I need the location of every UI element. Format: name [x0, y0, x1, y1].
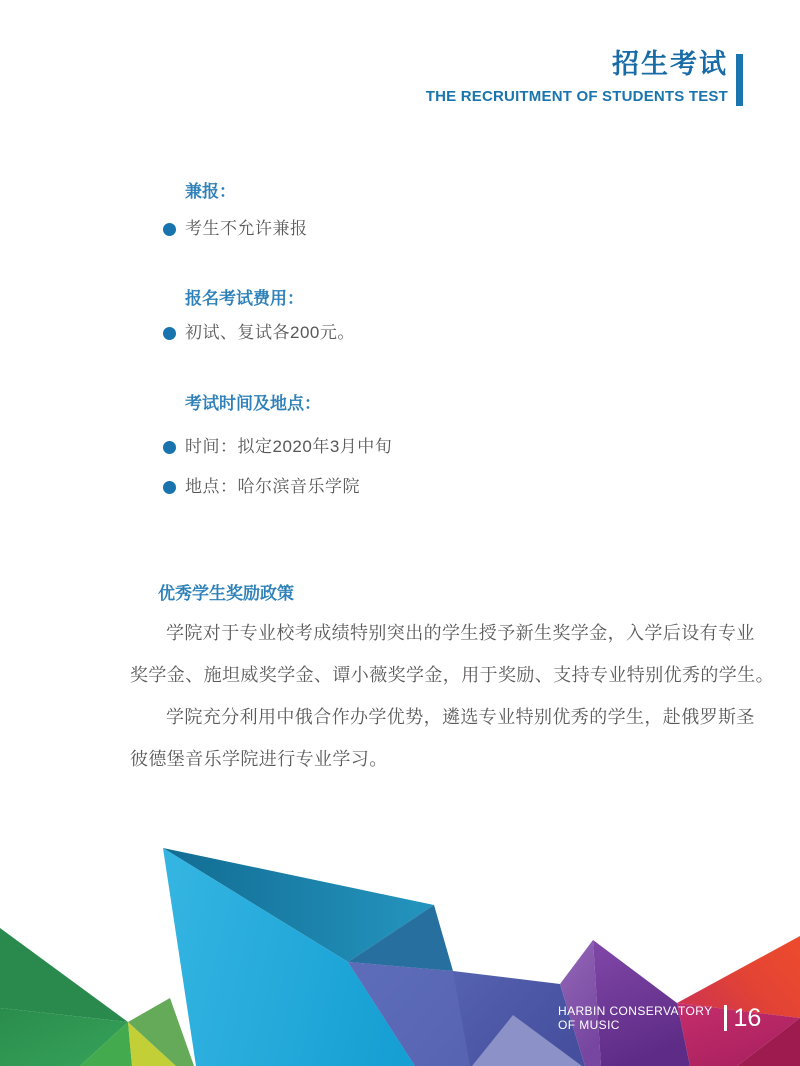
footer-polygon-artwork — [0, 840, 800, 1066]
bullet-dot-icon — [163, 481, 176, 494]
organization-name-line1: HARBIN CONSERVATORY — [558, 1004, 713, 1018]
header-accent-bar — [736, 54, 743, 106]
bullet-dot-icon — [163, 327, 176, 340]
paragraph-line: 奖学金、施坦威奖学金、谭小薇奖学金，用于奖励、支持专业特别优秀的学生。 — [130, 665, 774, 685]
bullet-item — [163, 475, 360, 499]
section-heading-concurrent-application: 兼报： — [185, 182, 236, 201]
page-title: 招生考试 — [612, 49, 728, 79]
section-heading-exam-fee: 报名考试费用： — [185, 289, 304, 308]
bullet-dot-icon — [163, 441, 176, 454]
section-heading-scholarship-policy: 优秀学生奖励政策 — [158, 584, 294, 603]
bullet-item — [163, 321, 355, 345]
bullet-item — [163, 435, 392, 459]
paragraph-line: 彼德堡音乐学院进行专业学习。 — [130, 749, 388, 769]
page-number: 16 — [733, 1004, 762, 1032]
paragraph-line: 学院对于专业校考成绩特别突出的学生授予新生奖学金，入学后设有专业 — [166, 623, 755, 643]
page-subtitle: THE RECRUITMENT OF STUDENTS TEST — [425, 88, 728, 105]
footer-divider-bar — [724, 1005, 727, 1031]
policy-paragraphs — [130, 612, 774, 780]
poly-purple-right — [593, 940, 690, 1066]
bullet-text: 考生不允许兼报 — [185, 219, 308, 238]
organization-name — [558, 1004, 713, 1032]
bullet-dot-icon — [163, 223, 176, 236]
page-footer — [558, 1004, 761, 1032]
bullet-text: 地点：哈尔滨音乐学院 — [185, 477, 360, 496]
bullet-text: 时间：拟定2020年3月中旬 — [185, 437, 393, 456]
poly-green-dark — [0, 928, 128, 1022]
paragraph-line: 学院充分利用中俄合作办学优势，遴选专业特别优秀的学生，赴俄罗斯圣 — [166, 707, 755, 727]
section-heading-exam-time-place: 考试时间及地点： — [185, 394, 321, 413]
bullet-text: 初试、复试各200元。 — [185, 323, 355, 342]
bullet-item — [163, 217, 308, 241]
organization-name-line2: OF MUSIC — [558, 1018, 620, 1032]
